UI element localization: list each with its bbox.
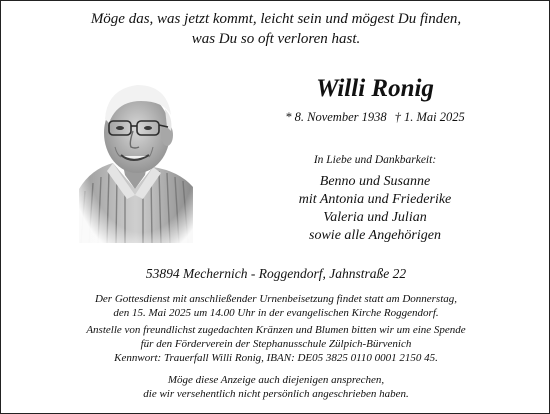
death-date: † 1. Mai 2025 <box>394 110 465 124</box>
service-line-1: Der Gottesdienst mit anschließender Urnenbeisetzung findet statt am Donnerstag, <box>94 293 458 305</box>
closing-line-2: die wir versehentlich nicht persönlich angeschrieben haben. <box>143 388 409 400</box>
portrait-photo <box>79 71 193 243</box>
opening-quote <box>1 9 550 49</box>
family-address: 53894 Mechernich - Roggendorf, Jahnstraße 22 <box>145 266 407 281</box>
mourner-line: sowie alle Angehörigen <box>309 228 441 243</box>
deceased-name: Willi Ronig <box>316 75 434 102</box>
service-paragraph <box>1 292 550 320</box>
birth-date: * 8. November 1938 <box>285 110 387 124</box>
life-dates <box>255 109 495 125</box>
donation-line-2: für den Förderverein der Stephanusschule Zülpich-Bürvenich <box>140 338 412 350</box>
service-line-2: den 15. Mai 2025 um 14.00 Uhr in der evangelischen Kirche Roggendorf. <box>113 307 439 319</box>
quote-line-1: Möge das, was jetzt kommt, leicht sein und mögest Du finden, <box>90 11 462 27</box>
donation-line-1: Anstelle von freundlichst zugedachten Kränzen und Blumen bitten wir um eine Spende <box>86 324 466 336</box>
quote-line-2: was Du so oft verloren hast. <box>191 31 361 47</box>
mourner-line: Valeria und Julian <box>323 210 427 225</box>
donation-paragraph <box>1 323 550 365</box>
closing-line-1: Möge diese Anzeige auch diejenigen ansprechen, <box>167 374 385 386</box>
mourners-intro: In Liebe und Dankbarkeit: <box>313 154 437 166</box>
service-details <box>1 292 550 368</box>
donation-line-3: Kennwort: Trauerfall Willi Ronig, IBAN: DE05 3825 0110 0001 2150 45. <box>114 352 438 364</box>
mourner-line: Benno und Susanne <box>319 174 431 189</box>
closing-note <box>1 373 550 401</box>
mourner-line: mit Antonia und Friederike <box>298 192 452 207</box>
mourners-list <box>255 173 495 245</box>
